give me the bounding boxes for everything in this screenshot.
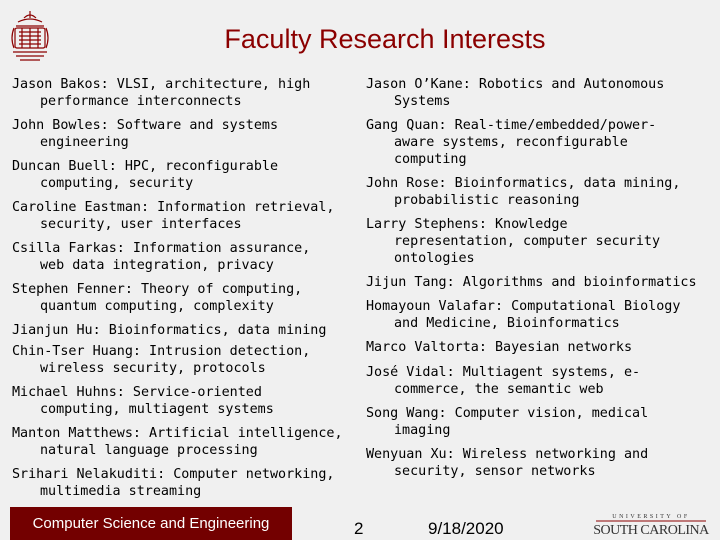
- faculty-entry-continuation: imaging: [394, 423, 451, 438]
- department-footer: Computer Science and Engineering: [10, 507, 292, 540]
- faculty-entry-first-line: Stephen Fenner: Theory of computing,: [12, 282, 303, 297]
- faculty-entry: [366, 274, 701, 291]
- faculty-entry-first-line: Csilla Farkas: Information assurance,: [12, 241, 311, 256]
- faculty-entry: [12, 281, 347, 315]
- faculty-entry-continuation: wireless security, protocols: [40, 361, 266, 376]
- faculty-entry-first-line: Jason O’Kane: Robotics and Autonomous: [366, 77, 665, 92]
- faculty-entry-first-line: Wenyuan Xu: Wireless networking and: [366, 447, 649, 462]
- faculty-entry-continuation: engineering: [40, 135, 129, 150]
- faculty-entry-continuation: and Medicine, Bioinformatics: [394, 316, 620, 331]
- faculty-entry-first-line: Larry Stephens: Knowledge: [366, 217, 568, 232]
- faculty-entry-continuation: aware systems, reconfigurable computing: [394, 135, 628, 167]
- faculty-entry-first-line: Chin-Tser Huang: Intrusion detection,: [12, 344, 311, 359]
- faculty-entry-continuation: quantum computing, complexity: [40, 299, 274, 314]
- faculty-entry-first-line: Jason Bakos: VLSI, architecture, high: [12, 77, 311, 92]
- footer-date: 9/18/2020: [428, 519, 504, 538]
- faculty-entry-continuation: multimedia streaming: [40, 484, 202, 499]
- faculty-entry-first-line: Jijun Tang: Algorithms and bioinformatics: [366, 275, 697, 290]
- faculty-entry-continuation: representation, computer security ontologies: [394, 234, 661, 266]
- faculty-entry: [12, 240, 347, 274]
- page-number: 2: [354, 519, 364, 538]
- faculty-entry-continuation: natural language processing: [40, 443, 258, 458]
- faculty-entry-continuation: probabilistic reasoning: [394, 193, 580, 208]
- faculty-entry: [12, 158, 347, 192]
- faculty-entry: [366, 175, 701, 209]
- faculty-entry-first-line: Srihari Nelakuditi: Computer networking,: [12, 467, 335, 482]
- logo-university-text: UNIVERSITY OF: [612, 514, 690, 520]
- faculty-entry: [12, 384, 347, 418]
- faculty-entry-continuation: commerce, the semantic web: [394, 382, 604, 397]
- faculty-entry-continuation: computing, multiagent systems: [40, 402, 274, 417]
- faculty-entry-continuation: computing, security: [40, 176, 194, 191]
- faculty-entry: [366, 298, 701, 332]
- faculty-entry-first-line: Michael Huhns: Service-oriented: [12, 385, 262, 400]
- faculty-entry: [12, 117, 347, 151]
- faculty-entry-first-line: Marco Valtorta: Bayesian networks: [366, 340, 633, 355]
- faculty-entry: [366, 76, 701, 110]
- faculty-entry-first-line: Caroline Eastman: Information retrieval,: [12, 200, 335, 215]
- faculty-entry: [366, 364, 701, 398]
- faculty-entry: [366, 405, 701, 439]
- faculty-entry: [12, 425, 347, 459]
- faculty-entry-first-line: John Bowles: Software and systems: [12, 118, 279, 133]
- faculty-entry-first-line: Gang Quan: Real-time/embedded/power-: [366, 118, 657, 133]
- faculty-entry: [12, 76, 347, 110]
- faculty-entry: [12, 322, 347, 339]
- faculty-entry-continuation: security, sensor networks: [394, 464, 596, 479]
- faculty-entry-continuation: web data integration, privacy: [40, 258, 274, 273]
- faculty-entry-first-line: José Vidal: Multiagent systems, e-: [366, 365, 641, 380]
- faculty-entry: [366, 339, 701, 356]
- faculty-entry-continuation: security, user interfaces: [40, 217, 242, 232]
- faculty-entry-first-line: John Rose: Bioinformatics, data mining,: [366, 176, 681, 191]
- faculty-entry-first-line: Manton Matthews: Artificial intelligence,: [12, 426, 343, 441]
- faculty-entry-continuation: performance interconnects: [40, 94, 242, 109]
- faculty-entry-first-line: Jianjun Hu: Bioinformatics, data mining: [12, 323, 327, 338]
- faculty-entry-first-line: Homayoun Valafar: Computational Biology: [366, 299, 681, 314]
- faculty-entry-first-line: Duncan Buell: HPC, reconfigurable: [12, 159, 279, 174]
- faculty-entry-continuation: Systems: [394, 94, 451, 109]
- faculty-entry: [12, 466, 347, 500]
- page-title: Faculty Research Interests: [224, 24, 546, 54]
- usc-wordmark: [588, 511, 714, 538]
- faculty-entry: [12, 199, 347, 233]
- faculty-entry: [366, 216, 701, 267]
- faculty-entry-first-line: Song Wang: Computer vision, medical: [366, 406, 649, 421]
- logo-main-text: SOUTH CAROLINA: [593, 523, 709, 538]
- faculty-entry: [366, 117, 701, 168]
- faculty-entry: [366, 446, 701, 480]
- faculty-entry: [12, 343, 347, 377]
